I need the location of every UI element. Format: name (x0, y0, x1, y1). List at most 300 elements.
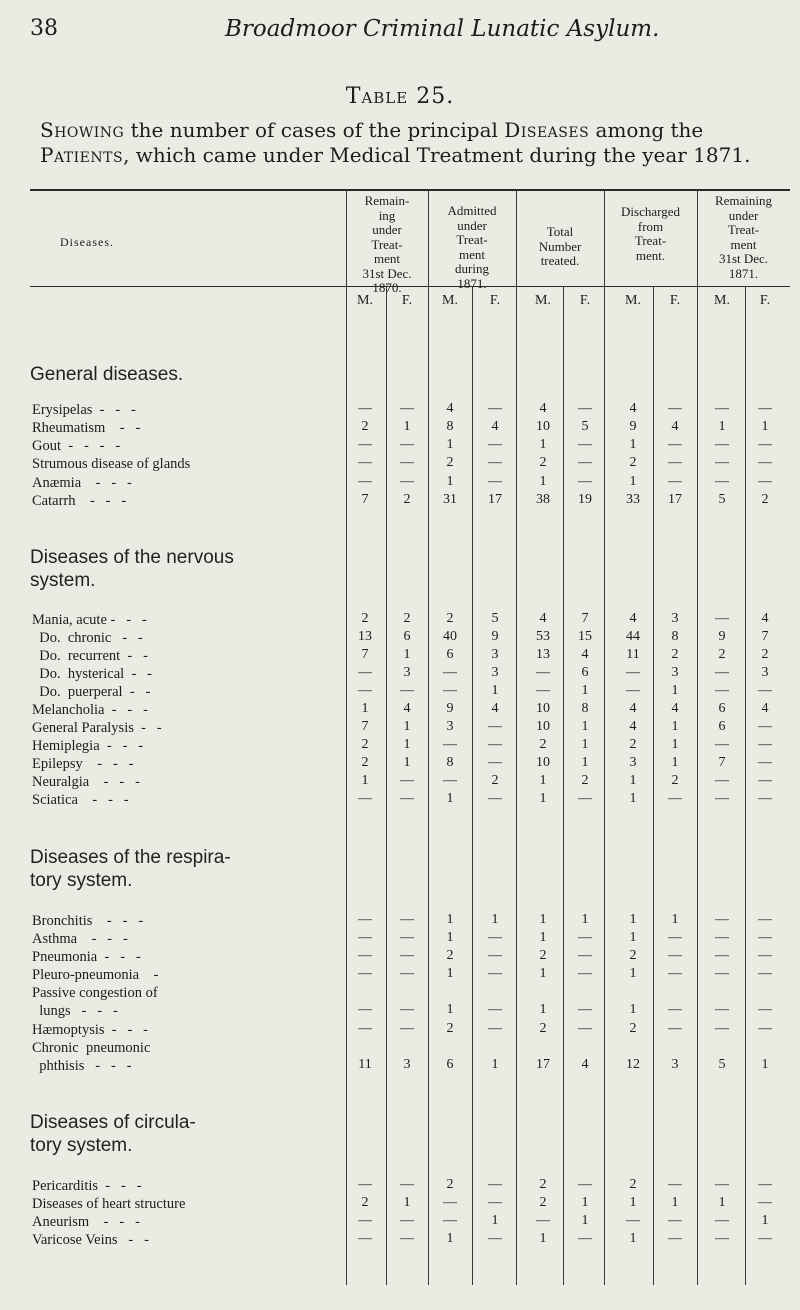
row-label: Strumous disease of glands (32, 456, 191, 472)
table-cell: 1 (446, 474, 454, 489)
table-cell: — (400, 773, 414, 788)
table-cell: 4 (581, 647, 589, 662)
row-label: Pleuro-pneumonia - (32, 967, 159, 983)
caption-part: the number of cases of the principal (124, 118, 505, 142)
table-cell: 2 (403, 611, 411, 626)
table-cell: 1 (581, 719, 589, 734)
table-cell: 5 (718, 1057, 726, 1072)
table-cell: — (668, 791, 682, 806)
table-cell: 1 (403, 647, 411, 662)
column-rule (428, 189, 429, 1285)
table-cell: 8 (446, 419, 454, 434)
table-cell: 2 (539, 1021, 547, 1036)
table-cell: 4 (671, 419, 679, 434)
table-cell: — (715, 474, 729, 489)
female-column-header: F. (489, 293, 501, 308)
table-cell: — (668, 1177, 682, 1192)
table-cell: 3 (446, 719, 454, 734)
table-cell: 7 (361, 647, 369, 662)
table-cell: — (715, 948, 729, 963)
table-cell: — (488, 437, 502, 452)
table-title: Table 25. (345, 84, 455, 109)
table-cell: 2 (361, 419, 369, 434)
table-cell: 1 (539, 930, 547, 945)
table-cell: — (578, 1002, 592, 1017)
table-cell: 1 (581, 737, 589, 752)
running-head (30, 16, 740, 46)
table-cell: 2 (446, 1177, 454, 1192)
table-cell: 1 (671, 755, 679, 770)
table-cell: 1 (446, 930, 454, 945)
table-cell: 44 (626, 629, 640, 644)
table-cell: — (715, 611, 729, 626)
female-column-header: F. (401, 293, 413, 308)
table-cell: — (715, 437, 729, 452)
table-cell: 10 (536, 419, 550, 434)
table-cell: 1 (581, 683, 589, 698)
row-label: Do. recurrent - - (32, 648, 148, 664)
table-cell: — (443, 737, 457, 752)
table-cell: 2 (581, 773, 589, 788)
table-cell: 15 (578, 629, 592, 644)
table-cell: 1 (671, 737, 679, 752)
table-cell: 1 (403, 755, 411, 770)
table-cell: 10 (536, 701, 550, 716)
disease-table (30, 184, 790, 1310)
table-cell: 17 (536, 1057, 550, 1072)
table-cell: 1 (446, 1231, 454, 1246)
table-cell: 6 (581, 665, 589, 680)
table-cell: 40 (443, 629, 457, 644)
table-cell: 4 (403, 701, 411, 716)
column-rule (653, 286, 654, 1285)
table-cell: 1 (446, 912, 454, 927)
table-cell: 17 (668, 492, 682, 507)
table-cell: 11 (358, 1057, 372, 1072)
row-label: Anæmia - - - (32, 475, 132, 491)
table-cell: — (488, 455, 502, 470)
table-cell: — (578, 948, 592, 963)
section-heading: Diseases of the nervous system. (30, 547, 234, 591)
table-cell: 2 (629, 455, 637, 470)
table-cell: — (715, 930, 729, 945)
table-cell: — (668, 437, 682, 452)
female-column-header: F. (579, 293, 591, 308)
male-column-header: M. (357, 293, 373, 308)
table-cell: — (488, 1002, 502, 1017)
table-cell: — (758, 930, 772, 945)
table-cell: — (578, 1021, 592, 1036)
table-cell: — (758, 1195, 772, 1210)
table-cell: — (488, 737, 502, 752)
table-cell: 13 (536, 647, 550, 662)
table-cell: 3 (629, 755, 637, 770)
table-cell: — (358, 1231, 372, 1246)
section-heading: Diseases of circula- tory system. (30, 1112, 196, 1156)
table-cell: — (400, 683, 414, 698)
table-cell: 1 (671, 1195, 679, 1210)
row-label: Passive congestion of lungs - - - (32, 985, 158, 1019)
table-cell: — (578, 455, 592, 470)
table-cell: 2 (671, 773, 679, 788)
table-cell: 1 (539, 773, 547, 788)
table-cell: 1 (539, 912, 547, 927)
table-cell: — (758, 474, 772, 489)
table-cell: — (668, 401, 682, 416)
table-cell: — (488, 755, 502, 770)
table-cell: 1 (403, 737, 411, 752)
table-cell: — (536, 665, 550, 680)
table-cell: — (443, 1213, 457, 1228)
table-cell: 2 (491, 773, 499, 788)
table-cell: 4 (629, 401, 637, 416)
table-cell: 1 (629, 437, 637, 452)
table-cell: 1 (629, 773, 637, 788)
table-cell: 1 (361, 701, 369, 716)
table-cell: — (715, 665, 729, 680)
table-cell: — (715, 737, 729, 752)
male-column-header: M. (442, 293, 458, 308)
table-cell: 5 (491, 611, 499, 626)
table-cell: — (400, 455, 414, 470)
column-group-header: Discharged from Treat- ment. (621, 204, 680, 263)
table-cell: 2 (446, 455, 454, 470)
table-cell: — (536, 683, 550, 698)
table-cell: 1 (761, 1213, 769, 1228)
table-cell: 10 (536, 755, 550, 770)
section-heading: Diseases of the respira- tory system. (30, 847, 231, 891)
table-cell: 4 (671, 701, 679, 716)
table-cell: — (668, 455, 682, 470)
table-cell: 53 (536, 629, 550, 644)
table-cell: 1 (361, 773, 369, 788)
table-cell: 9 (718, 629, 726, 644)
table-cell: — (668, 1021, 682, 1036)
table-cell: 8 (671, 629, 679, 644)
male-column-header: M. (625, 293, 641, 308)
table-cell: 12 (626, 1057, 640, 1072)
table-cell: — (358, 665, 372, 680)
table-cell: — (578, 966, 592, 981)
table-cell: — (715, 791, 729, 806)
table-cell: — (358, 791, 372, 806)
table-cell: — (668, 1231, 682, 1246)
table-cell: — (758, 791, 772, 806)
table-cell: 4 (491, 419, 499, 434)
table-cell: — (488, 1195, 502, 1210)
table-cell: 1 (629, 791, 637, 806)
table-cell: 2 (539, 455, 547, 470)
table-cell: — (715, 401, 729, 416)
female-column-header: F. (759, 293, 771, 308)
table-cell: 7 (718, 755, 726, 770)
table-cell: 1 (581, 1195, 589, 1210)
row-label: Catarrh - - - (32, 493, 127, 509)
column-rule (745, 286, 746, 1285)
table-cell: — (358, 437, 372, 452)
table-cell: 3 (491, 647, 499, 662)
table-cell: — (758, 737, 772, 752)
table-cell: — (488, 401, 502, 416)
row-label: Hemiplegia - - - (32, 738, 144, 754)
table-cell: 19 (578, 492, 592, 507)
table-cell: — (668, 966, 682, 981)
table-cell: 1 (718, 419, 726, 434)
column-rule (697, 189, 698, 1285)
row-label: Erysipelas - - - (32, 402, 136, 418)
table-cell: 2 (403, 492, 411, 507)
column-rule (604, 189, 605, 1285)
top-rule (30, 189, 790, 191)
table-cell: — (758, 948, 772, 963)
table-cell: — (400, 948, 414, 963)
table-cell: — (715, 912, 729, 927)
table-cell: — (626, 1213, 640, 1228)
row-label: Gout - - - - (32, 438, 121, 454)
table-cell: — (400, 930, 414, 945)
row-label: Pneumonia - - - (32, 949, 141, 965)
table-cell: 1 (446, 437, 454, 452)
table-cell: 1 (403, 719, 411, 734)
table-cell: 2 (361, 1195, 369, 1210)
table-cell: — (400, 791, 414, 806)
table-cell: 1 (629, 966, 637, 981)
table-cell: 1 (671, 912, 679, 927)
table-cell: 1 (539, 1002, 547, 1017)
table-caption (40, 118, 780, 168)
table-cell: 7 (361, 492, 369, 507)
table-cell: — (758, 966, 772, 981)
row-label: Chronic pneumonic phthisis - - - (32, 1040, 151, 1074)
table-cell: 1 (539, 791, 547, 806)
table-cell: — (536, 1213, 550, 1228)
table-cell: 4 (491, 701, 499, 716)
table-cell: 1 (446, 791, 454, 806)
caption-part: Patients (40, 143, 124, 167)
table-cell: — (715, 966, 729, 981)
table-cell: 13 (358, 629, 372, 644)
table-cell: — (488, 966, 502, 981)
column-rule (516, 189, 517, 1285)
column-rule (346, 189, 347, 1285)
table-cell: 4 (761, 611, 769, 626)
table-cell: 33 (626, 492, 640, 507)
table-cell: 2 (539, 737, 547, 752)
table-cell: 1 (491, 1057, 499, 1072)
table-cell: 2 (671, 647, 679, 662)
table-cell: — (358, 474, 372, 489)
column-rule (563, 286, 564, 1285)
table-cell: 2 (446, 1021, 454, 1036)
table-cell: 7 (361, 719, 369, 734)
page-number: 38 (30, 16, 58, 41)
table-cell: — (668, 948, 682, 963)
table-cell: 1 (629, 1195, 637, 1210)
table-cell: — (400, 401, 414, 416)
table-cell: 3 (403, 1057, 411, 1072)
table-cell: — (400, 912, 414, 927)
row-label: Aneurism - - - (32, 1214, 140, 1230)
table-cell: 8 (446, 755, 454, 770)
table-cell: 3 (671, 611, 679, 626)
row-label: Rheumatism - - (32, 420, 141, 436)
column-group-header: Remain- ing under Treat- ment 31st Dec. 1870. (362, 193, 412, 295)
table-cell: — (758, 437, 772, 452)
table-cell: 1 (718, 1195, 726, 1210)
table-cell: — (488, 1231, 502, 1246)
table-cell: — (400, 1002, 414, 1017)
table-cell: 2 (718, 647, 726, 662)
table-cell: — (578, 791, 592, 806)
table-cell: — (358, 930, 372, 945)
row-label: Do. hysterical - - (32, 666, 152, 682)
male-column-header: M. (535, 293, 551, 308)
table-cell: — (758, 719, 772, 734)
table-cell: 2 (539, 1177, 547, 1192)
column-rule (386, 286, 387, 1285)
table-cell: 2 (629, 1021, 637, 1036)
table-cell: 2 (629, 737, 637, 752)
table-cell: — (578, 930, 592, 945)
table-cell: 8 (581, 701, 589, 716)
table-cell: 1 (629, 912, 637, 927)
table-cell: 1 (629, 930, 637, 945)
table-cell: 9 (491, 629, 499, 644)
table-cell: 11 (626, 647, 640, 662)
table-cell: — (488, 719, 502, 734)
table-cell: 3 (403, 665, 411, 680)
table-cell: 2 (446, 948, 454, 963)
table-cell: — (358, 1002, 372, 1017)
row-label: Mania, acute - - - (32, 612, 147, 628)
column-rule (472, 286, 473, 1285)
table-cell: — (443, 1195, 457, 1210)
table-cell: — (715, 1213, 729, 1228)
table-cell: 17 (488, 492, 502, 507)
caption-part: , which came under Medical Treatment during the year 1871. (123, 143, 751, 167)
table-cell: 4 (629, 611, 637, 626)
diseases-header: Diseases. (60, 235, 114, 249)
column-group-header: Remaining under Treat- ment 31st Dec. 1871. (714, 193, 773, 281)
table-cell: — (358, 1213, 372, 1228)
table-cell: 1 (539, 1231, 547, 1246)
table-cell: — (488, 948, 502, 963)
table-cell: 1 (581, 755, 589, 770)
table-cell: — (715, 1002, 729, 1017)
row-label: Neuralgia - - - (32, 774, 140, 790)
table-cell: 1 (446, 1002, 454, 1017)
table-cell: — (400, 1021, 414, 1036)
table-cell: — (758, 773, 772, 788)
table-cell: — (758, 1231, 772, 1246)
table-cell: 2 (539, 1195, 547, 1210)
row-label: General Paralysis - - (32, 720, 162, 736)
table-cell: 1 (629, 1231, 637, 1246)
table-cell: — (358, 683, 372, 698)
table-cell: 38 (536, 492, 550, 507)
table-cell: — (488, 930, 502, 945)
table-cell: — (715, 1231, 729, 1246)
table-cell: — (443, 665, 457, 680)
row-label: Sciatica - - - (32, 792, 129, 808)
table-cell: 4 (446, 401, 454, 416)
table-cell: — (578, 1231, 592, 1246)
table-cell: 1 (761, 1057, 769, 1072)
table-cell: — (715, 455, 729, 470)
table-cell: — (358, 912, 372, 927)
caption-part: Diseases (504, 118, 590, 142)
table-cell: — (488, 1177, 502, 1192)
table-cell: 2 (629, 1177, 637, 1192)
table-cell: 1 (671, 683, 679, 698)
table-cell: 1 (446, 966, 454, 981)
table-cell: 5 (581, 419, 589, 434)
table-cell: 1 (539, 437, 547, 452)
table-cell: — (668, 1213, 682, 1228)
table-cell: — (443, 773, 457, 788)
table-cell: — (578, 401, 592, 416)
table-cell: — (626, 665, 640, 680)
table-cell: 9 (446, 701, 454, 716)
table-cell: — (758, 1177, 772, 1192)
table-cell: 1 (539, 474, 547, 489)
table-cell: — (358, 948, 372, 963)
table-cell: — (758, 401, 772, 416)
table-cell: 2 (361, 755, 369, 770)
table-cell: — (578, 437, 592, 452)
female-column-header: F. (669, 293, 681, 308)
table-cell: — (400, 966, 414, 981)
table-cell: 10 (536, 719, 550, 734)
table-cell: 31 (443, 492, 457, 507)
table-cell: — (358, 1021, 372, 1036)
table-cell: 7 (581, 611, 589, 626)
table-cell: — (715, 1021, 729, 1036)
table-cell: — (758, 912, 772, 927)
table-cell: 1 (539, 966, 547, 981)
table-cell: — (715, 773, 729, 788)
table-cell: — (578, 1177, 592, 1192)
table-cell: — (758, 683, 772, 698)
table-cell: 6 (718, 719, 726, 734)
table-cell: 1 (491, 683, 499, 698)
table-cell: 1 (581, 1213, 589, 1228)
table-cell: 1 (629, 1002, 637, 1017)
table-cell: 2 (361, 737, 369, 752)
column-group-header: Admitted under Treat- ment during 1871. (447, 203, 497, 291)
section-heading: General diseases. (30, 364, 184, 385)
table-cell: 2 (629, 948, 637, 963)
row-label: Epilepsy - - - (32, 756, 134, 772)
table-cell: 2 (446, 611, 454, 626)
table-cell: — (668, 930, 682, 945)
caption-part: Showing (40, 118, 125, 142)
table-cell: — (358, 401, 372, 416)
table-cell: — (400, 474, 414, 489)
table-cell: — (758, 1002, 772, 1017)
table-cell: — (400, 1213, 414, 1228)
table-cell: — (400, 437, 414, 452)
caption-part: among the (589, 118, 704, 142)
table-cell: 1 (403, 419, 411, 434)
table-cell: — (488, 474, 502, 489)
row-label: Do. puerperal - - (32, 684, 151, 700)
male-column-header: M. (714, 293, 730, 308)
table-cell: 4 (629, 701, 637, 716)
table-cell: — (488, 1021, 502, 1036)
row-label: Bronchitis - - - (32, 913, 144, 929)
column-group-header: Total Number treated. (538, 224, 582, 268)
